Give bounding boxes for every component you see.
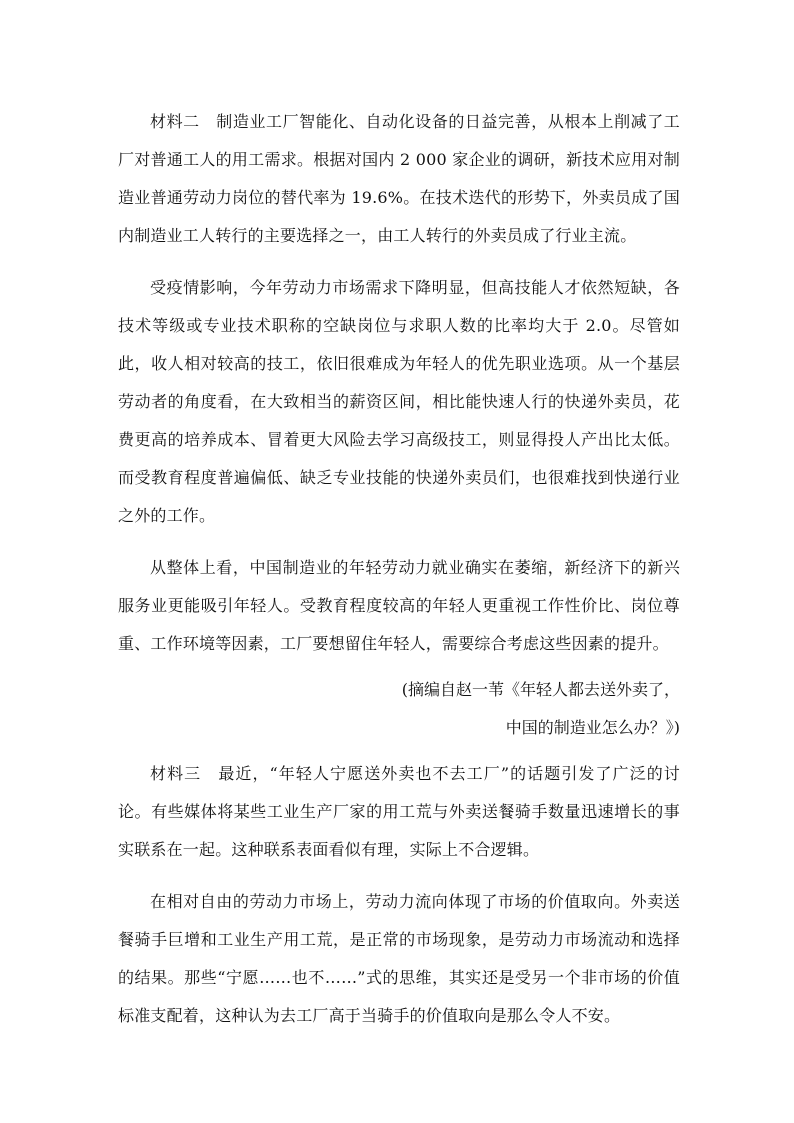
paragraph-material-two: 材料二 制造业工厂智能化、自动化设备的日益完善，从根本上削减了工厂对普通工人的用工需求。根据对国内 2 000 家企业的调研，新技术应用对制造业普通劳动力岗位的替代率为 19.6%。在技术迭代的形势下，外卖员成了国内制造业工人转行的主要选择之一，由工人转行的外卖员成了行业主流。 [118,112,680,245]
source-line-1: (摘编自赵一苇《年轻人都去送外卖了， [401,680,680,699]
paragraph-overall: 从整体上看，中国制造业的年轻劳动力就业确实在萎缩，新经济下的新兴服务业更能吸引年轻人。受教育程度较高的年轻人更重视工作性价比、岗位尊重、工作环境等因素，工厂要想留住年轻人，需要综合考虑这些因素的提升。 [118,558,680,653]
paragraph-material-three: 材料三 最近，“年轻人宁愿送外卖也不去工厂”的话题引发了广泛的讨论。有些媒体将某些工业生产厂家的用工荒与外卖送餐骑手数量迅速增长的事实联系在一起。这种联系表面看似有理，实际上不合逻辑。 [118,764,680,859]
document-page [118,103,680,1049]
source-line-2: 中国的制造业怎么办？》) [505,718,680,737]
paragraph-labor-market: 在相对自由的劳动力市场上，劳动力流向体现了市场的价值取向。外卖送餐骑手巨增和工业生产用工荒，是正常的市场现象，是劳动力市场流动和选择的结果。那些“宁愿……也不……”式的思维，其实还是受另一个非市场的价值标准支配着，这种认为去工厂高于当骑手的价值取向是那么令人不安。 [118,892,680,1025]
source-citation [118,671,680,747]
paragraph-epidemic: 受疫情影响，今年劳动力市场需求下降明显，但高技能人才依然短缺，各技术等级或专业技术职称的空缺岗位与求职人数的比率均大于 2.0。尽管如此，收人相对较高的技工，依旧很难成为年轻人的优先职业选项。从一个基层劳动者的角度看，在大致相当的薪资区间，相比能快速人行的快递外卖员，花费更高的培养成本、冒着更大风险去学习高级技工，则显得投人产出比太低。而受教育程度普遍偏低、缺乏专业技能的快递外卖员们，也很难找到快递行业之外的工作。 [118,278,680,525]
